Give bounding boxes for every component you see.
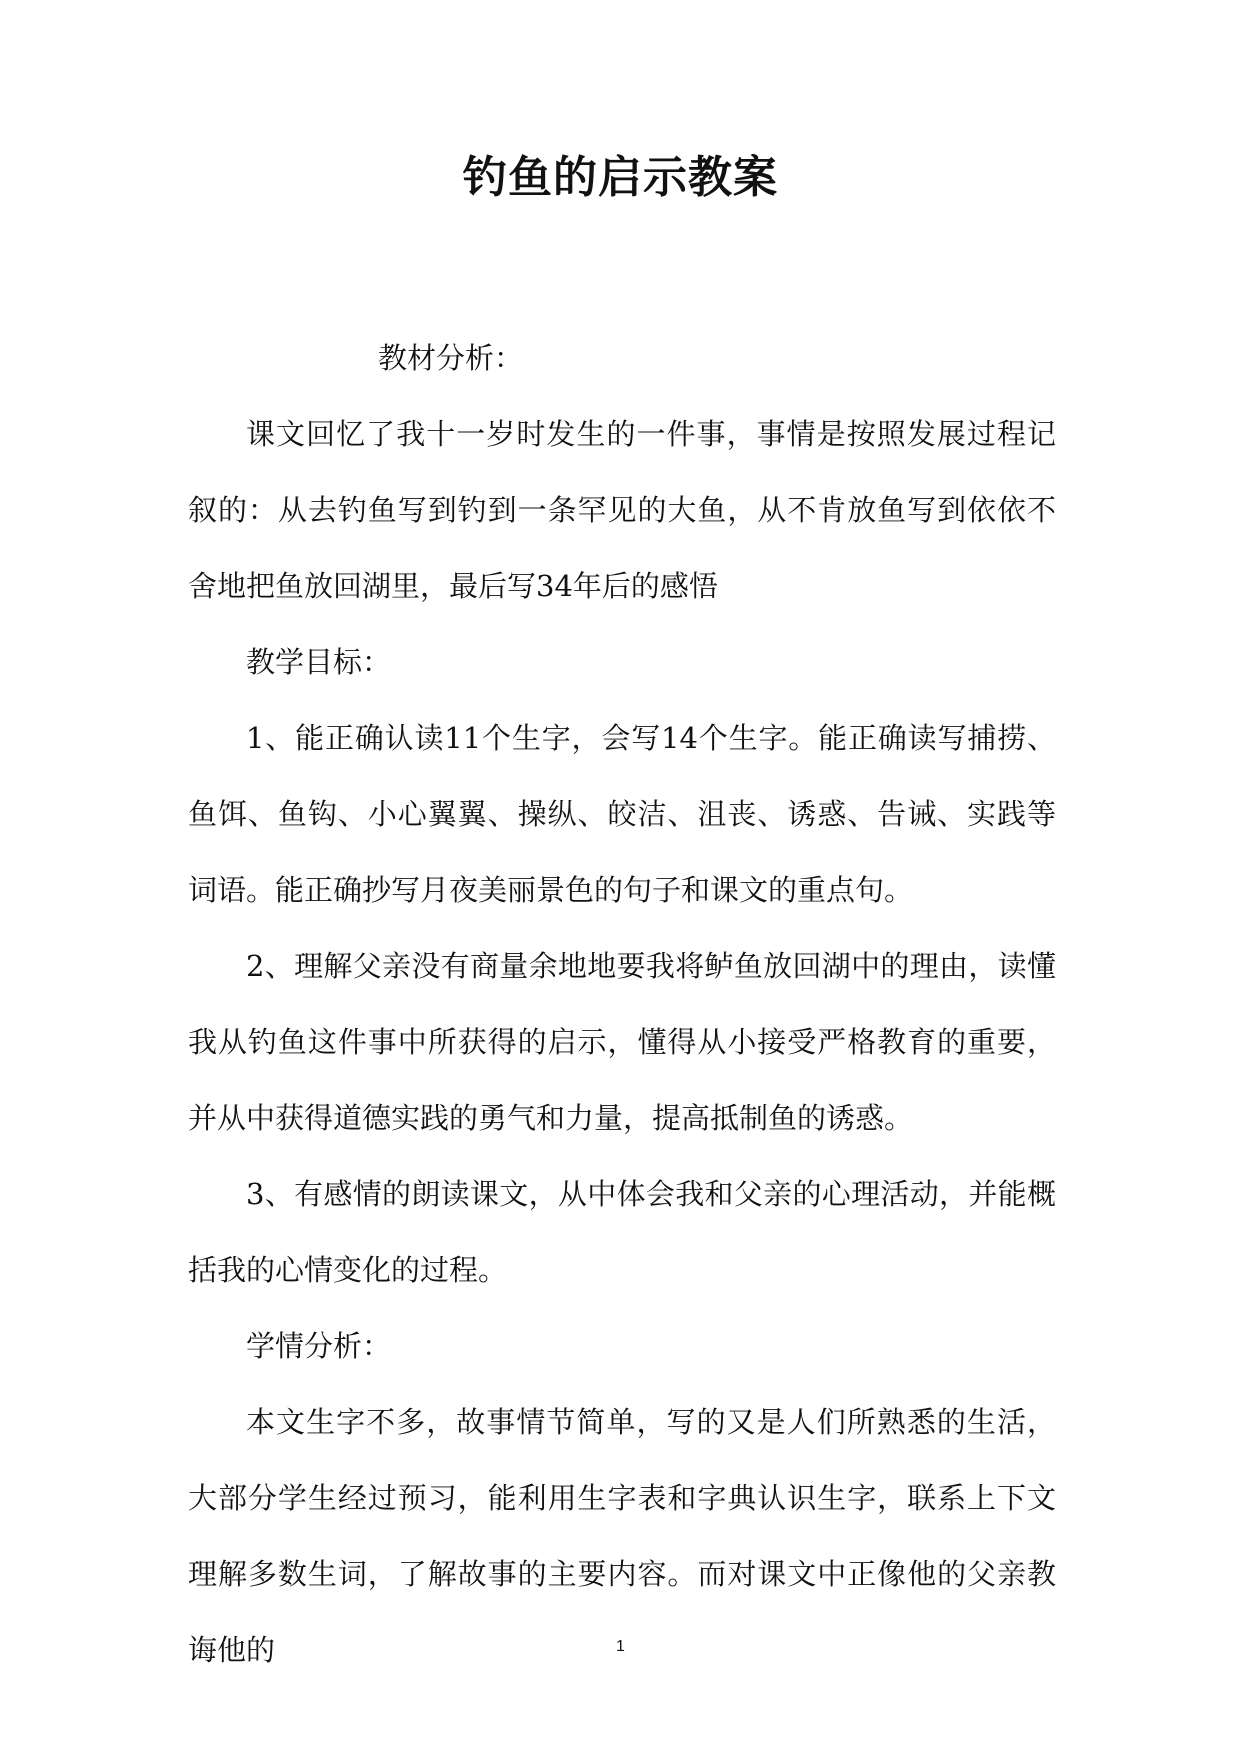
goal-item-2: 2、理解父亲没有商量余地地要我将鲈鱼放回湖中的理由，读懂我从钓鱼这件事中所获得的启示，懂得从小接受严格教育的重要，并从中获得道德实践的勇气和力量，提高抵制鱼的诱惑。 bbox=[188, 949, 1056, 1135]
document-title: 钓鱼的启示教案 bbox=[463, 152, 778, 203]
document-body bbox=[188, 320, 1056, 1688]
section-heading-student-analysis: 学情分析： bbox=[246, 1329, 392, 1363]
page-number: 1 bbox=[616, 1638, 625, 1655]
goal-item-1: 1、能正确认读11个生字，会写14个生字。能正确读写捕捞、鱼饵、鱼钩、小心翼翼、操纵、皎洁、沮丧、诱惑、告诫、实践等词语。能正确抄写月夜美丽景色的句子和课文的重点句。 bbox=[188, 721, 1056, 907]
paragraph-student-analysis: 本文生字不多，故事情节简单，写的又是人们所熟悉的生活，大部分学生经过预习，能利用生字表和字典认识生字，联系上下文理解多数生词，了解故事的主要内容。而对课文中正像他的父亲教诲他的 bbox=[188, 1405, 1056, 1667]
section-heading-teaching-goals: 教学目标： bbox=[246, 645, 392, 679]
section-heading-textbook-analysis: 教材分析： bbox=[378, 341, 524, 375]
paragraph-textbook-analysis: 课文回忆了我十一岁时发生的一件事，事情是按照发展过程记叙的：从去钓鱼写到钓到一条罕见的大鱼，从不肯放鱼写到依依不舍地把鱼放回湖里，最后写34年后的感悟 bbox=[188, 417, 1056, 603]
goal-item-3: 3、有感情的朗读课文，从中体会我和父亲的心理活动，并能概括我的心情变化的过程。 bbox=[188, 1177, 1056, 1287]
